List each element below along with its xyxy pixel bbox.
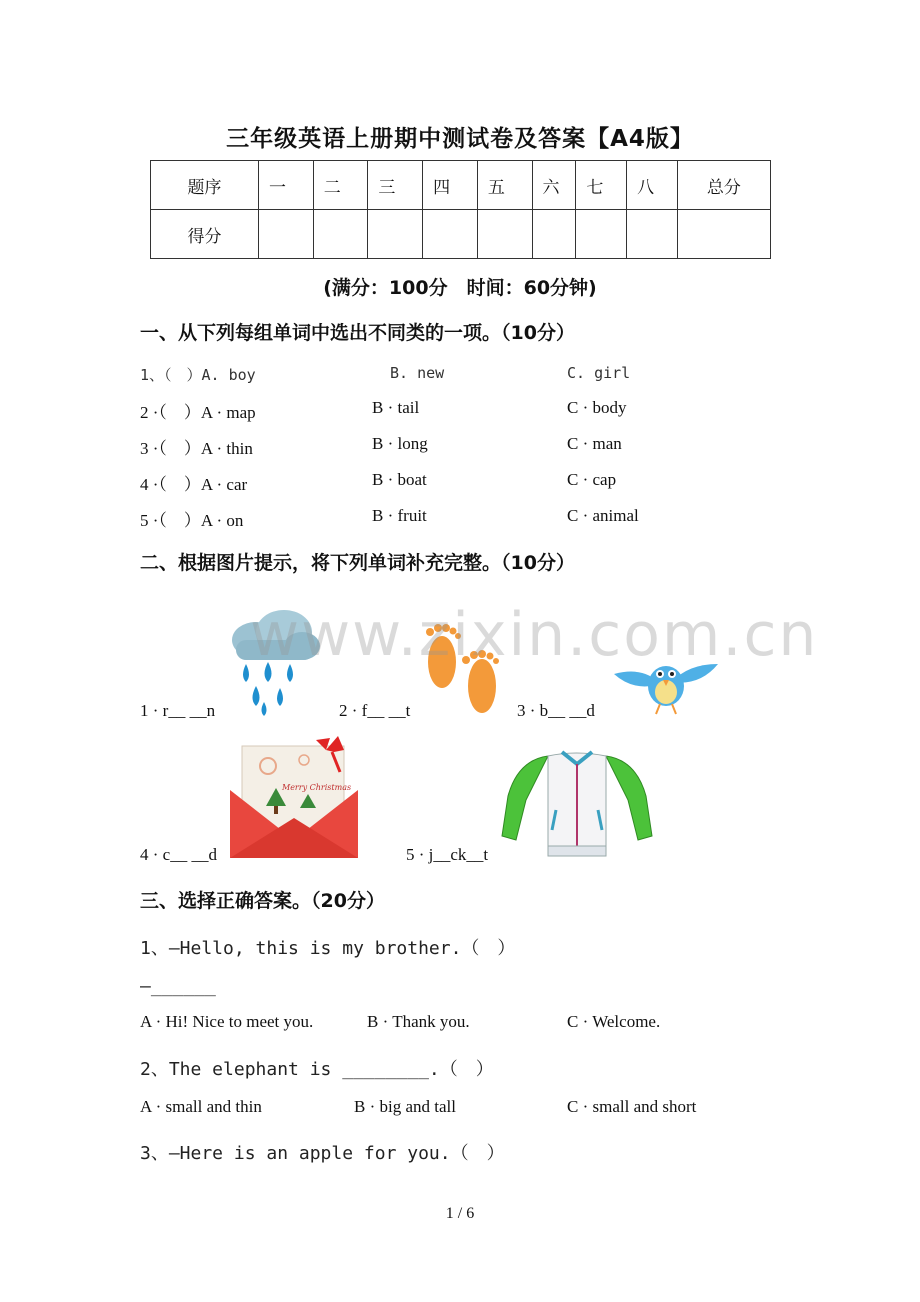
score-cell[interactable]: [532, 210, 576, 259]
s1-q5-a: 5 ·（ ）A · on: [140, 511, 244, 530]
s3-q1-c: C · Welcome.: [567, 1012, 661, 1031]
section1-heading: 一、从下列每组单词中选出不同类的一项。（10分）: [140, 322, 575, 344]
s1-q1-a: 1、（ ）A. boy: [140, 366, 256, 384]
score-cell[interactable]: [627, 210, 678, 259]
header-cell: 二: [313, 161, 368, 210]
header-cell: 六: [532, 161, 576, 210]
score-cell[interactable]: [576, 210, 627, 259]
score-cell[interactable]: [423, 210, 478, 259]
s3-q2-c: C · small and short: [567, 1097, 697, 1116]
full-mark-info: (满分：100分 时间：60分钟): [323, 277, 597, 299]
s2-item5: 5 · j__ck__t: [406, 845, 489, 864]
s3-q2-text: 2、The elephant is ________.（ ）: [140, 1059, 494, 1080]
card-text: Merry Christmas: [282, 783, 352, 792]
header-cell: 题序: [151, 161, 259, 210]
page-title: 三年级英语上册期中测试卷及答案【A4版】: [226, 126, 694, 152]
score-cell[interactable]: [477, 210, 532, 259]
s1-q5-b: B · fruit: [372, 506, 427, 525]
s1-q3-b: B · long: [372, 434, 428, 453]
header-cell: 四: [423, 161, 478, 210]
s1-q3-a: 3 ·（ ）A · thin: [140, 439, 253, 458]
header-cell: 八: [627, 161, 678, 210]
score-table-score-row: [151, 210, 771, 259]
score-cell[interactable]: [677, 210, 770, 259]
s1-q1-b: B. new: [390, 364, 445, 382]
page-number: 1 / 6: [445, 1205, 475, 1222]
s3-q2-a: A · small and thin: [140, 1097, 262, 1116]
score-row-label: 得分: [151, 210, 259, 259]
s2-item1: 1 · r__ __n: [140, 701, 216, 720]
s1-q5-c: C · animal: [567, 506, 639, 525]
score-cell[interactable]: [259, 210, 314, 259]
header-cell: 总分: [677, 161, 770, 210]
watermark: www.zixin.com.cn: [250, 600, 819, 670]
s1-q1-c: C. girl: [567, 364, 631, 382]
score-cell[interactable]: [368, 210, 423, 259]
s3-q2-b: B · big and tall: [354, 1097, 456, 1116]
s3-q1-b: B · Thank you.: [367, 1012, 470, 1031]
s2-item3: 3 · b__ __d: [517, 701, 595, 720]
s3-q1-blank: —______: [140, 976, 216, 997]
s1-q2-b: B · tail: [372, 398, 420, 417]
jacket-icon: [500, 748, 654, 860]
score-table: [150, 160, 771, 259]
header-cell: 七: [576, 161, 627, 210]
header-cell: 三: [368, 161, 423, 210]
s1-q3-c: C · man: [567, 434, 622, 453]
s1-q4-b: B · boat: [372, 470, 427, 489]
christmas-card-icon: [230, 732, 358, 860]
s3-q3-text: 3、—Here is an apple for you.（ ）: [140, 1143, 505, 1164]
header-cell: 一: [259, 161, 314, 210]
section3-heading: 三、选择正确答案。（20分）: [140, 890, 385, 912]
s1-q4-c: C · cap: [567, 470, 617, 489]
s1-q2-a: 2 ·（ ）A · map: [140, 403, 256, 422]
s2-item4: 4 · c__ __d: [140, 845, 217, 864]
s2-item2: 2 · f__ __t: [339, 701, 411, 720]
s1-q2-c: C · body: [567, 398, 627, 417]
section2-heading: 二、根据图片提示，将下列单词补充完整。（10分）: [140, 552, 575, 574]
score-table-header-row: [151, 161, 771, 210]
s3-q1-a: A · Hi! Nice to meet you.: [140, 1012, 314, 1031]
score-cell[interactable]: [313, 210, 368, 259]
s3-q1-text: 1、—Hello, this is my brother.（ ）: [140, 938, 516, 959]
header-cell: 五: [477, 161, 532, 210]
s1-q4-a: 4 ·（ ）A · car: [140, 475, 248, 494]
